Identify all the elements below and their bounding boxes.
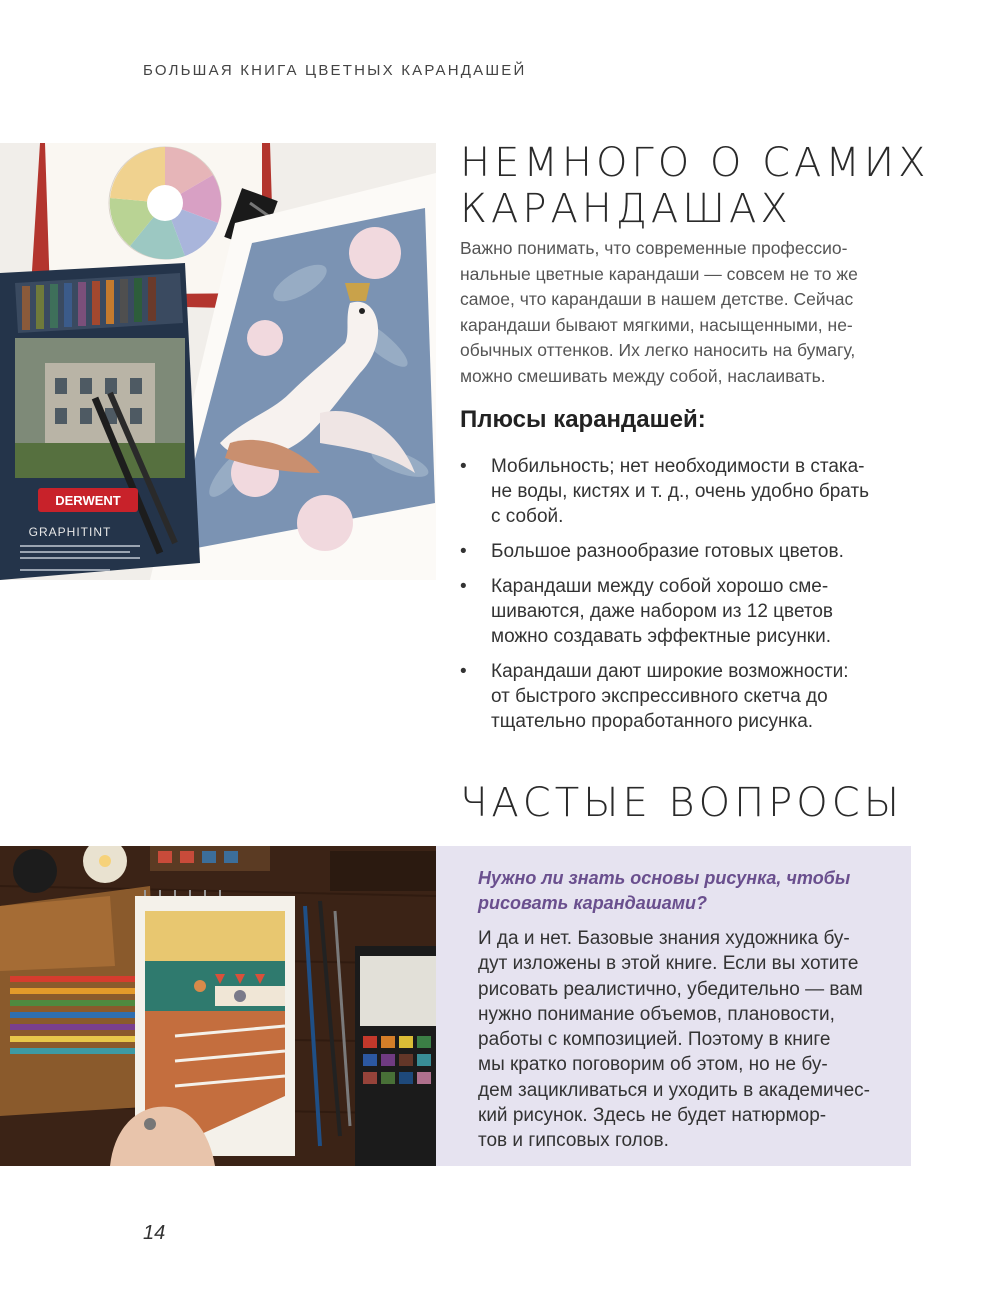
list-item — [460, 454, 920, 529]
section-title-faq: ЧАСТЫЕ ВОПРОСЫ — [460, 780, 904, 826]
intro-paragraph — [460, 236, 920, 389]
intro-line: обычных оттенков. Их легко наносить на бумагу, — [460, 340, 856, 360]
intro-line: карандаши бывают мягкими, насыщенными, не- — [460, 314, 853, 335]
faq-answer-line: кий рисунок. Здесь не будет натюрмор- — [478, 1105, 827, 1127]
intro-line: самое, что карандаши в нашем детстве. Сейчас — [460, 289, 854, 309]
running-head: БОЛЬШАЯ КНИГА ЦВЕТНЫХ КАРАНДАШЕЙ — [143, 62, 527, 79]
list-item — [460, 574, 920, 649]
intro-line: нальные цветные карандаши — совсем не то же — [460, 263, 858, 284]
bullet: • — [460, 456, 467, 477]
tin-product-label: GRAPHITINT — [28, 525, 112, 539]
photo-desk-with-art-supplies — [0, 846, 436, 1166]
pros-list — [460, 454, 920, 744]
intro-line: Важно понимать, что современные профессио- — [460, 238, 848, 258]
list-item-line: от быстрого экспрессивного скетча до — [491, 686, 828, 707]
list-item-line: не воды, кистях и т. д., очень удобно брать — [491, 481, 870, 502]
title-line: НЕМНОГО О САМИХ — [460, 140, 930, 186]
faq-answer-line: работы с композицией. Поэтому в книге — [478, 1029, 831, 1051]
list-item-line: тщательно проработанного рисунка. — [491, 711, 814, 732]
color-wheel — [109, 147, 221, 259]
faq-answer-line: тов и гипсовых голов. — [478, 1130, 669, 1152]
intro-line: можно смешивать между собой, наслаивать. — [460, 365, 826, 386]
page-number: 14 — [143, 1222, 166, 1244]
pros-heading: Плюсы карандашей: — [460, 406, 706, 433]
bullet: • — [460, 576, 467, 597]
bullet: • — [460, 661, 467, 682]
faq-question-line: рисовать карандашами? — [478, 893, 708, 913]
faq-question-line: Нужно ли знать основы рисунка, чтобы — [478, 868, 851, 888]
list-item — [460, 659, 920, 734]
faq-answer-line: рисовать реалистично, убедительно — вам — [478, 978, 863, 1000]
faq-answer-line: дут изложены в этой книге. Если вы хотите — [478, 953, 859, 975]
list-item-line: Карандаши между собой хорошо сме- — [491, 576, 829, 597]
bullet: • — [460, 541, 467, 562]
faq-box — [436, 846, 911, 1166]
faq-answer-line: мы кратко поговорим об этом, но не бу- — [478, 1054, 828, 1076]
list-item-line: можно создавать эффектные рисунки. — [491, 626, 832, 647]
title-line: КАРАНДАШАХ — [460, 186, 792, 232]
section-title-about-pencils — [460, 140, 930, 232]
list-item-line: Карандаши дают широкие возможности: — [491, 661, 849, 682]
list-item-line: Мобильность; нет необходимости в стака- — [491, 456, 865, 477]
list-item — [460, 539, 920, 564]
faq-answer-line: И да и нет. Базовые знания художника бу- — [478, 928, 850, 949]
list-item-line: шиваются, даже набором из 12 цветов — [491, 601, 834, 622]
tin-brand-label: DERWENT — [55, 493, 121, 508]
faq-answer-line: нужно понимание объемов, плановости, — [478, 1003, 835, 1025]
faq-answer-line: дем зацикливаться и уходить в академичес- — [478, 1079, 870, 1101]
faq-question — [478, 866, 891, 916]
photo-pencils-and-swan-illustration — [0, 143, 436, 580]
faq-answer — [478, 926, 891, 1154]
list-item-line: с собой. — [491, 506, 564, 527]
list-item-line: Большое разнообразие готовых цветов. — [491, 541, 844, 562]
